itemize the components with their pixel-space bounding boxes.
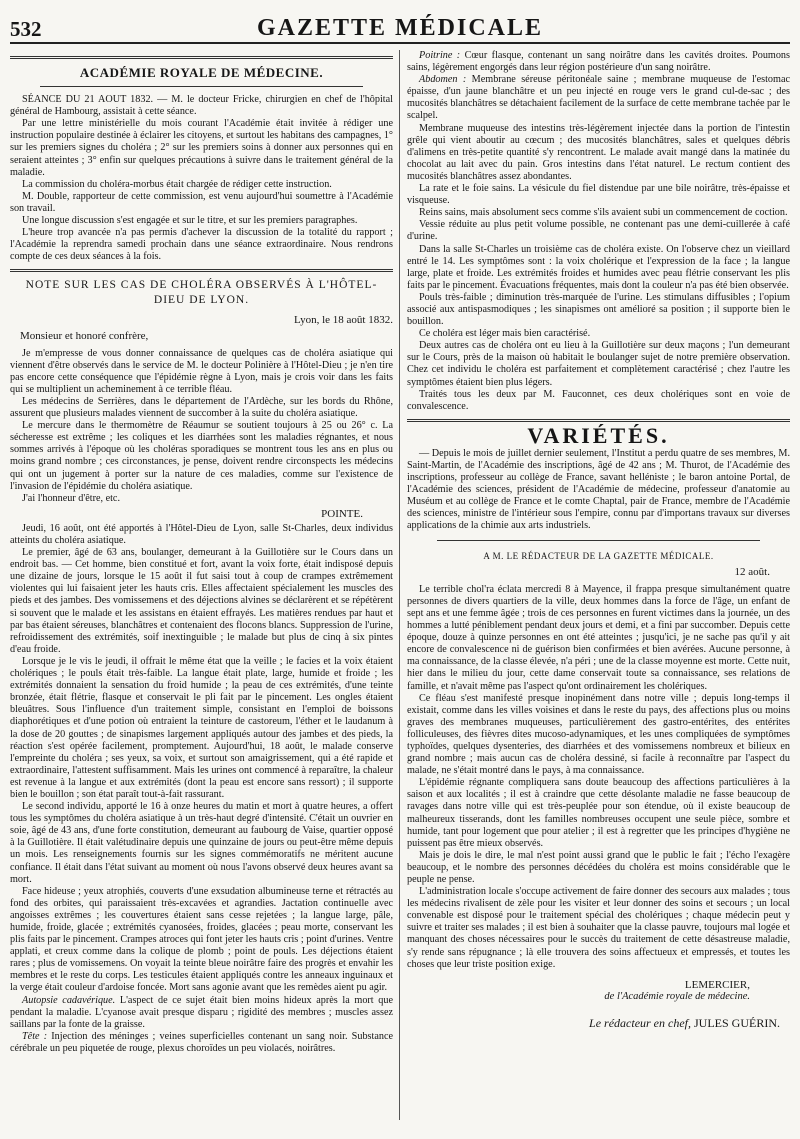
right-column xyxy=(400,50,790,1120)
letter-paragraph: L'épidémie régnante compliquera sans doute beaucoup des affections particulières à la saison et aux localités ; il est à craindre que cette désolante maladie ne fasse beaucoup de ravages dans notre ville qui est très-peuplée pour son étendue, où il existe beaucoup de malheureux tisserands, dont les familles nombreuses occupent une seule pièce, sombre et humide, tant pour logement que pour atelier ; il est à regretter que les principes d'hygiène ne puissent pas être mieux observés. xyxy=(407,777,790,849)
section-rule xyxy=(407,419,790,422)
letter-date: 12 août. xyxy=(734,565,770,578)
article-paragraph: Le second individu, apporté le 16 à onze heures du matin et mort à quatre heures, a offert tous les symptômes du choléra asiatique à un très-haut degré d'intensité. C'était un ouvrier en soie, âgé de 43 ans, d'une forte constitution, demeurant au faubourg de Vaise, quartier opposé à la Guillotière. Il était valétudinaire depuis une quinzaine de jours ou peut-être même depuis un mois. Les renseignements fournis sur les signes commémoratifs ne méritent aucune confiance. Il était dans l'état suivant au moment où nous l'avons observé deux heures avant sa mort. xyxy=(10,801,393,885)
poitrine-text: Cœur flasque, contenant un sang noirâtre dans les cavités droites. Poumons sains, légèrement engorgés dans leur région postérieure d'un sang noirâtre. xyxy=(407,50,790,74)
article-paragraph: Dans la salle St-Charles un troisième cas de choléra existe. On l'observe chez un vieillard entré le 14. Les symptômes sont : la voix cholérique et l'expression de la face ; la langue large, plate et froide. Les extrémités froides et humides avec peau flétrie conservant les plis faits par le pincement. Évacuations fréquentes, mais dont la couleur n'a pas été bien observée. xyxy=(407,243,790,291)
letter-paragraph: Le terrible chol'ra éclata mercredi 8 à Mayence, il frappa presque simultanément quatre personnes de divers quartiers de la ville, deux hommes dans la force de l'âge, un enfant de sept ans et une femme âgée ; trois de ces personnes en furent victimes dans la journée, un des hommes a lutté péniblement pendant deux jours et demi, et a fini par succomber. Depuis cette époque, douze à quinze personnes en ont été atteintes ; jusqu'ici, je ne sache pas qu'il y ait encore de convalescence ni de guérison bien confirmées et bien avérées. Aucune personne, à ma connaissance, de la classe élevée, n'a péri ; une de la classe moyenne est morte. Cette nuit, hier dans le milieu du jour, cette dame conservait toute sa connaissance, ses relations de famille, et n'avait même pas l'aspect qu'ont ordinairement les cholériques. xyxy=(407,583,790,692)
abdomen-label: Abdomen : xyxy=(419,74,467,86)
section-rule xyxy=(10,269,393,272)
autopsie-text: L'aspect de ce sujet était bien moins hideux après la mort que pendant la maladie. L'cyanose avait presque disparu ; rigidité des membres ; muscles assez saillans par la fonte de la graisse. xyxy=(10,994,393,1030)
left-column xyxy=(10,50,400,1120)
masthead xyxy=(10,8,790,44)
editor-line xyxy=(407,1017,780,1029)
seance-paragraph: SÉANCE DU 21 AOUT 1832. — M. le docteur Fricke, chirurgien en chef de l'hôpital général de Hambourg, assistait à cette séance. xyxy=(10,94,393,118)
page-number: 532 xyxy=(10,17,42,41)
article-paragraph: Face hideuse ; yeux atrophiés, couverts d'une exsudation albumineuse terne et rétractés au fond des orbites, qui paraissaient très-excavées et agrandies. Jactation continuelle avec angoisses extrêmes ; les couvertures étaient sans cesse rejetées ; la langue large, pâle, humide, froide, glacée ; extrémités cyanosées, froides, glacées ; peau morte, conservant les plis faits par le pincement. Crampes atroces qui font jeter les hauts cris ; point d'urines. Ventre applati, et creux comme dans la colique de plomb ; point de pouls. Les déjections étaient rares ; plus de vomissemens. On voyait la teinte bleue noirâtre faire des progrès et envahir les membres et le reste du corps. Les testicules étaient appliqués contre les anneaux inguinaux et la verge était couleur d'ardoise foncée. Mort sans agonie avant que les remèdes aient pu agir. xyxy=(10,885,394,994)
article-paragraph: Je m'empresse de vous donner connaissance de quelques cas de choléra asiatique qui viennent d'être observés dans le service de M. le docteur Polinière à l'Hôtel-Dieu ; je n'en tire pas encore cette conséquence que l'épidémie règne à Lyon, mais je crois voir dans les faits qui se multiplient un acheminement à ce terrible fléau. xyxy=(10,347,393,395)
seance-paragraph: La commission du choléra-morbus était chargée de rédiger cette instruction. xyxy=(22,178,332,190)
signature-title: de l'Académie royale de médecine. xyxy=(604,990,750,1002)
salutation: Monsieur et honoré confrère, xyxy=(20,329,149,342)
seance-paragraph: M. Double, rapporteur de cette commission, est venu aujourd'hui soumettre à l'Académie son travail. xyxy=(10,190,393,214)
varietes-paragraph: — Depuis le mois de juillet dernier seulement, l'Institut a perdu quatre de ses membres, M. Saint-Martin, de l'Académie des inscriptions, âgé de 42 ans ; M. Thurot, de l'Académie des inscriptions, professeur au collège de France, savant helléniste ; le baron antoine Portal, de l'Académie des sciences, président de l'Académie de médecine, professeur d'anatomie au Muséum et au collège de France et le comte Chaptal, pair de France, membre de l'Académie des sciences, ministre de l'intérieur sous l'empire, connu par d'importans travaux sur diverses applications de la chimie aux arts industriels. xyxy=(407,447,790,532)
note-heading: NOTE SUR LES CAS DE CHOLÉRA OBSERVÉS À L'HÔTEL-DIEU DE LYON. xyxy=(25,279,378,307)
autopsie-label: Autopsie cadavérique. xyxy=(22,994,116,1006)
autopsie-paragraph xyxy=(10,995,393,1031)
article-paragraph: Vessie réduite au plus petit volume possible, ne contenant pas une demi-cuillerée à café d'urine. xyxy=(407,219,790,243)
article-paragraph: Jeudi, 16 août, ont été apportés à l'Hôtel-Dieu de Lyon, salle St-Charles, deux individus atteints du choléra asiatique. xyxy=(10,522,393,546)
editor-name: JULES GUÉRIN. xyxy=(694,1015,780,1030)
article-paragraph: La rate et le foie sains. La vésicule du fiel distendue par une bile noirâtre, très-épaisse et visqueuse. xyxy=(407,183,790,207)
seance-paragraph: Une longue discussion s'est engagée et sur le titre, et sur les premiers paragraphes. xyxy=(22,215,358,227)
article-paragraph: Ce choléra est léger mais bien caractérisé. xyxy=(419,328,591,340)
abdomen-paragraph xyxy=(407,74,790,122)
article-paragraph: Les médecins de Serrières, dans le département de l'Ardèche, sur les bords du Rhône, assurent que plusieurs malades viennent de succomber à la suite du choléra asiatique. xyxy=(10,395,393,420)
letter-paragraph: Ce fléau s'est manifesté presque inopinément dans notre ville ; depuis long-temps il existait, comme dans les villes voisines et dans le reste du pays, des affections plus ou moins graves des membranes muqueuses, particulièrement des gastro-entérites, des entérites folliculeuses, des fièvres dites mucoso-adynamiques, et les unes compliquées de symptômes typhoïdes, quelques dysenteries, des diarrhées et des vomissemens nombreux et bilieux en grand nombre ; mais aucun cas de choléra dessiné, si facile à reconnaître par l'aspect du malade, ne s'était montré dans le pays, à ma connaissance. xyxy=(407,692,790,777)
article-paragraph: Lorsque je le vis le jeudi, il offrait le même état que la veille ; le facies et la voix étaient cholériques ; le pouls était très-faible. La langue était plate, large, humide et froide ; les extrémités donnaient la sensation du froid humide ; la peau de ces extrémités, d'une teinte bronzée, était flétrie, flasque et conservait le pli fait par le pincement. Les ongles étaient bleuâtres. Sous l'influence d'un traitement simple, consistant en l'emploi de boissons diaphorétiques et d'une potion où entraient la teinture de castoreum, l'éther et le laudanum à la dose de 20 gouttes ; de sinapismes largement appliqués autour des jambes et des pieds, la réaction s'est opérée facilement, promptement. Aujourd'hui, 18 août, le malade conserve l'empreinte du choléra ; ses yeux, sa voix, et surtout son amaigrissement, qui a été rapide et extraordinaire, l'attestent suffisamment. Mais les urines ont commencé à reparaître, la chaleur est revenue à la langue et aux extrémités (dont la peau est encore sans ressort) ; il supporte bien le bouillon ; son état paraît tout-à-fait rassurant. xyxy=(10,655,393,800)
article-paragraph: Pouls très-faible ; diminution très-marquée de l'urine. Les stimulans diffusibles ; l'opium associé aux antispasmodiques ; les sinapismes ont amélioré sa position ; il supporte bien le bouillon. xyxy=(407,291,790,328)
academie-heading: ACADÉMIE ROYALE DE MÉDECINE. xyxy=(79,65,324,80)
article-paragraph: Membrane muqueuse des intestins très-légèrement injectée dans la portion de l'intestin grêle qui vient aboutir au cœcum ; des mucosités blanchâtres, sales et quelques débris d'alimens en très-petite quantité s'y rencontrent. Le malade avait mangé dans la matinée du chocolat au lait avec du pain. Gros intestins dans l'état naturel. Le rectum contient des mucosités blanchâtres assez abondantes. xyxy=(407,122,790,182)
seance-paragraph: Par une lettre ministérielle du mois courant l'Académie était invitée à rédiger une instruction populaire destinée à éclairer les citoyens, et surtout les habitans des campagnes, 1° sur les premiers signes du choléra ; 2° sur les premiers soins à donner aux personnes qui en seraient atteintes ; 3° enfin sur quelques précautions à suivre dans le traitement général de la maladie. xyxy=(10,118,393,178)
closing-line: J'ai l'honneur d'être, etc. xyxy=(22,492,121,504)
poitrine-paragraph xyxy=(407,50,790,74)
article-paragraph: Deux autres cas de choléra ont eu lieu à la Guillotière sur deux maçons ; l'un demeurant sur le Cours, près de la maison où habitait le boulanger sujet de notre première observation. Chez cet individu le choléra est parfaitement et complètement caractérisé ; chez l'autre les symptômes étaient bien plus légers. xyxy=(407,340,790,388)
divider xyxy=(437,540,760,541)
article-paragraph: Le premier, âgé de 63 ans, boulanger, demeurant à la Guillotière sur le Cours dans un endroit bas. — Cet homme, bien constitué et fort, avant la voix forte, était indisposé depuis une dizaine de jours, lorsque le 15 août il fut saisi tout à coup de crampes extrêmement violentes qui lui faisaient jeter les hauts cris. Elles affectaient spécialement les muscles des pieds et des jambes. Des vomissemens et des déjections alvines se déclarèrent et se répétèrent si souvent que le malade et les assistans en étaient effrayés. Les matières rendues par haut et par bas étaient séreuses, blanchâtres et contenaient des flocons blancs. Suppression de l'urine, refroidissement des extrémités, soif inextinguible ; le malade but plus de cinq à six pintes d'eau froide. xyxy=(10,547,393,655)
letter-paragraph: Mais je dois le dire, le mal n'est point aussi grand que le public le fait ; l'écho l'exagère beaucoup, et le nombre des personnes décédées du choléra est moins considérable que le peuple ne pense. xyxy=(407,849,790,885)
tete-label: Tête : xyxy=(22,1030,48,1042)
abdomen-text: Membrane séreuse péritonéale saine ; membrane muqueuse de l'estomac épaisse, d'un jaune blanchâtre et un peu injecté en rouge vers le grand cul-de-sac ; des mucosités blanchâtres se détachaient facilement de la surface de cette membrane tachée par le scalpel. xyxy=(407,74,790,122)
signature-pointe: POINTE. xyxy=(321,507,363,520)
two-column-body xyxy=(10,50,790,1120)
article-paragraph: Traités tous les deux par M. Fauconnet, ces deux cholériques sont en voie de convalescence. xyxy=(407,388,790,412)
varietes-heading: VARIÉTÉS. xyxy=(527,422,670,448)
editor-prefix: Le rédacteur en chef, xyxy=(589,1015,691,1030)
tete-paragraph xyxy=(10,1031,393,1055)
tete-text: Injection des méninges ; veines superficielles contenant un sang noir. Substance cérébrale un peu piquetée de rouge, plexus choroïdes un peu violacés, noirâtres. xyxy=(10,1030,393,1054)
letter-addressee: A M. LE RÉDACTEUR DE LA GAZETTE MÉDICALE. xyxy=(483,550,714,561)
article-paragraph: Le mercure dans le thermomètre de Réaumur se soutient toujours à 25 ou 26° c. La sécheresse est extrême ; les coliques et les diarrhées sont les maladies régnantes, et nous sommes arrivés à l'époque où les choléras sporadiques se montrent tous les ans en plus ou moins grand nombre ; ces circonstances, je pense, doivent rendre circonspects les médecins qui ont un jugement à porter sur la nature de ces maladies, comme sur l'existence de l'invasion de l'épidémie du choléra asiatique. xyxy=(10,420,393,492)
journal-title: GAZETTE MÉDICALE xyxy=(256,15,544,41)
divider xyxy=(40,86,363,87)
signature-name: LEMERCIER, xyxy=(684,978,750,991)
seance-paragraph: L'heure trop avancée n'a pas permis d'achever la discussion de la totalité du rapport ; l'Académie la reprendra samedi prochain dans une séance extraordinaire. Nous rendrons compte de ces deux séances à la fois. xyxy=(10,227,393,263)
letter-paragraph: L'administration locale s'occupe activement de faire donner des secours aux malades ; tous les médecins rivalisent de zèle pour les visiter et leur donner des soins et secours ; un local convenable est disposé pour le traitement spécial des cholériques ; chaque médecin peut y suivre et traiter ses malades ; il est bien à souhaiter que la classe pauvre, toujours mal logée et manquant des choses nécessaires pour le succès du traitement de cette désastreuse maladie, s'y rende sans répugnance ; là elle trouvera des soins affectueux et empressés, et toutes les choses que leur triste position exige. xyxy=(407,886,790,970)
top-rule xyxy=(10,56,393,59)
letter-date: Lyon, le 18 août 1832. xyxy=(294,314,393,327)
poitrine-label: Poitrine : xyxy=(419,50,461,61)
article-paragraph: Reins sains, mais absolument secs comme s'ils avaient subi un commencement de coction. xyxy=(419,207,788,219)
